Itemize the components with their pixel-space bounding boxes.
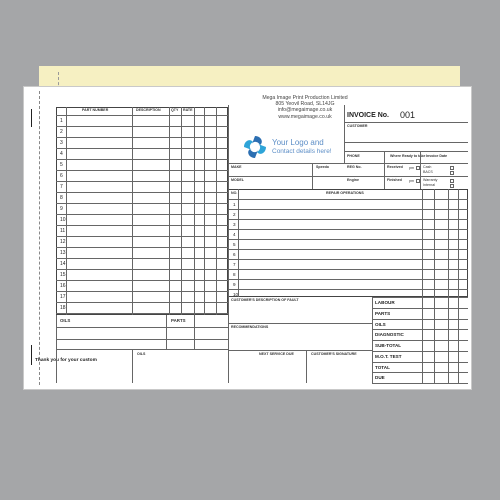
row-number: 10 xyxy=(60,217,66,223)
rule xyxy=(312,163,313,189)
logo-line-1: Your Logo and xyxy=(272,138,324,147)
table-col-rule xyxy=(204,107,205,315)
row-number: 4 xyxy=(60,151,63,157)
invoice-title: INVOICE No. xyxy=(347,112,390,119)
header-qty: QTY xyxy=(171,108,179,112)
rule xyxy=(420,151,421,189)
company-address: 805 Yeovil Road, SL14JG xyxy=(275,101,335,108)
table-row-rule xyxy=(56,170,228,171)
checkbox xyxy=(450,166,454,170)
table-col-rule xyxy=(181,107,182,315)
table-row-rule xyxy=(56,258,228,259)
thanks-message: Thank you for your custom xyxy=(35,358,97,363)
totals-row-rule xyxy=(372,362,468,363)
table-col-rule xyxy=(194,107,195,315)
row-number: 2 xyxy=(60,129,63,135)
pm-label: pm xyxy=(409,179,414,183)
row-number: 13 xyxy=(60,250,66,256)
rule xyxy=(344,151,468,152)
fault-label: CUSTOMER'S DESCRIPTION OF FAULT xyxy=(231,298,299,302)
signature-label: CUSTOMER'S SIGNATURE xyxy=(311,352,357,356)
binding-mark xyxy=(31,109,35,127)
invoice-sheet xyxy=(23,86,472,390)
rule xyxy=(56,339,228,340)
row-number: 8 xyxy=(60,195,63,201)
parts-table xyxy=(56,107,228,315)
phone-label: PHONE xyxy=(347,154,360,158)
repair-row-rule xyxy=(228,279,468,280)
totals-label: DUE xyxy=(375,375,385,381)
oils-label: OILS xyxy=(60,318,71,323)
repair-row-number: 4 xyxy=(233,232,236,237)
totals-row-rule xyxy=(372,297,468,298)
engine-label: Engine xyxy=(347,178,359,182)
company-name: Mega Image Print Production Limited xyxy=(262,95,348,101)
totals-label: DIAGNOSTIC xyxy=(375,332,404,338)
table-row-rule xyxy=(56,192,228,193)
table-row-rule xyxy=(56,137,228,138)
repair-row-number: 7 xyxy=(233,262,236,267)
repair-row-number: 8 xyxy=(233,272,236,277)
repair-col-rule xyxy=(434,189,435,297)
repair-row-number: 1 xyxy=(233,202,236,207)
where-ready-label: Where Ready to take xyxy=(390,154,426,158)
totals-label: PARTS xyxy=(375,310,391,316)
repair-operations-table xyxy=(228,189,468,297)
row-number: 17 xyxy=(60,294,66,300)
table-row-rule xyxy=(56,203,228,204)
table-row-rule xyxy=(56,115,228,116)
repair-no-label: NO. xyxy=(231,191,238,195)
header-description: DESCRIPTION xyxy=(136,108,161,112)
repair-col-rule xyxy=(458,189,459,297)
repair-row-rule xyxy=(228,199,468,200)
totals-row-rule xyxy=(372,383,468,384)
repair-header: REPAIR OPERATIONS xyxy=(326,191,364,195)
repair-row-rule xyxy=(228,289,468,290)
row-number: 14 xyxy=(60,261,66,267)
swirl-logo-icon xyxy=(242,134,268,160)
row-number: 18 xyxy=(60,305,66,311)
repair-row-number: 9 xyxy=(233,282,236,287)
rule xyxy=(228,350,372,351)
header-rate: RATE xyxy=(183,108,193,112)
table-row-rule xyxy=(56,280,228,281)
invoice-number: 001 xyxy=(400,110,416,120)
rule xyxy=(228,323,372,324)
recommendations-label: RECOMMENDATIONS xyxy=(231,325,269,329)
totals-label: SUB-TOTAL xyxy=(375,343,402,348)
table-col-rule xyxy=(132,107,133,315)
totals-label: TOTAL xyxy=(375,364,390,370)
rule xyxy=(228,163,468,164)
invoice-date-label: Invoice Date xyxy=(426,154,448,158)
totals-row-rule xyxy=(372,308,468,309)
perforation-line xyxy=(39,91,40,385)
table-row-rule xyxy=(56,225,228,226)
totals-row-rule xyxy=(372,372,468,373)
rule xyxy=(228,105,229,383)
rule xyxy=(228,176,468,177)
table-col-rule xyxy=(169,107,170,315)
checkbox xyxy=(450,171,454,175)
repair-col-rule xyxy=(422,189,423,297)
company-web: www.megaimage.co.uk xyxy=(278,113,332,120)
table-row-rule xyxy=(56,269,228,270)
cash-label: Cash xyxy=(423,165,432,169)
rule xyxy=(194,315,195,349)
table-row-rule xyxy=(56,247,228,248)
checkbox xyxy=(450,184,454,188)
company-details xyxy=(255,95,355,120)
checkbox xyxy=(416,179,420,183)
repair-col-rule xyxy=(448,189,449,297)
row-number: 16 xyxy=(60,283,66,289)
totals-label: M.O.T. TEST xyxy=(375,353,402,359)
repair-row-rule xyxy=(228,219,468,220)
totals-label: LABOUR xyxy=(375,300,395,305)
table-col-rule xyxy=(216,107,217,315)
repair-col-rule xyxy=(238,189,239,297)
reg-label: REG No. xyxy=(347,165,362,169)
repair-row-rule xyxy=(228,259,468,260)
repair-row-rule xyxy=(228,239,468,240)
table-row-rule xyxy=(56,236,228,237)
parts-label: PARTS xyxy=(171,318,186,323)
row-number: 12 xyxy=(60,239,66,245)
repair-row-rule xyxy=(228,269,468,270)
row-number: 6 xyxy=(60,173,63,179)
header-part-number: PART NUMBER xyxy=(82,108,109,112)
rule xyxy=(56,327,228,328)
rule xyxy=(344,142,468,143)
rule xyxy=(56,315,57,383)
table-row-rule xyxy=(56,291,228,292)
repair-row-rule xyxy=(228,209,468,210)
customer-label: CUSTOMER xyxy=(347,124,368,128)
received-label: Received xyxy=(387,165,403,169)
oils-small-label: OILS xyxy=(137,352,146,356)
rule xyxy=(344,105,345,163)
table-row-rule xyxy=(56,159,228,160)
totals-row-rule xyxy=(372,351,468,352)
repair-row-rule xyxy=(228,249,468,250)
row-number: 7 xyxy=(60,184,63,190)
totals-row-rule xyxy=(372,340,468,341)
table-row-rule xyxy=(56,214,228,215)
repair-row-number: 5 xyxy=(233,242,236,247)
bacs-label: BACS xyxy=(423,170,433,174)
rule xyxy=(384,151,385,189)
totals-col-rule xyxy=(458,297,459,383)
table-row-rule xyxy=(56,181,228,182)
model-label: MODEL xyxy=(231,178,244,182)
row-number: 1 xyxy=(60,118,63,124)
repair-row-number: 2 xyxy=(233,212,236,217)
rule xyxy=(56,349,228,350)
table-row-rule xyxy=(56,126,228,127)
warranty-label: Warranty xyxy=(423,178,438,182)
logo-line-2: Contact details here! xyxy=(272,147,332,155)
row-number: 15 xyxy=(60,272,66,278)
row-number: 3 xyxy=(60,140,63,146)
table-row-rule xyxy=(56,302,228,303)
speedo-label: Speedo xyxy=(316,165,329,169)
rule xyxy=(306,350,307,383)
row-number: 9 xyxy=(60,206,63,212)
row-number: 5 xyxy=(60,162,63,168)
totals-label: OILS xyxy=(375,321,386,327)
totals-col-rule xyxy=(448,297,449,383)
rule xyxy=(132,349,133,383)
rule xyxy=(166,315,167,349)
rule xyxy=(344,122,468,123)
pm-label: pm xyxy=(409,166,414,170)
repair-row-number: 3 xyxy=(233,222,236,227)
next-service-label: NEXT SERVICE DUE xyxy=(259,352,294,356)
repair-row-rule xyxy=(228,229,468,230)
totals-row-rule xyxy=(372,329,468,330)
finished-label: Finished xyxy=(387,178,402,182)
totals-col-rule xyxy=(422,297,423,383)
checkbox xyxy=(416,166,420,170)
totals-col-rule xyxy=(434,297,435,383)
checkbox xyxy=(450,179,454,183)
totals-row-rule xyxy=(372,319,468,320)
internal-label: Internal xyxy=(423,183,435,187)
repair-row-number: 6 xyxy=(233,252,236,257)
table-row-rule xyxy=(56,148,228,149)
company-email: info@megaimage.co.uk xyxy=(277,107,333,114)
table-col-rule xyxy=(66,107,67,315)
logo-placeholder-text xyxy=(272,139,332,156)
row-number: 11 xyxy=(60,228,66,234)
make-label: MAKE xyxy=(231,165,242,169)
table-row-rule xyxy=(56,313,228,314)
repair-row-number: 10 xyxy=(233,292,239,297)
